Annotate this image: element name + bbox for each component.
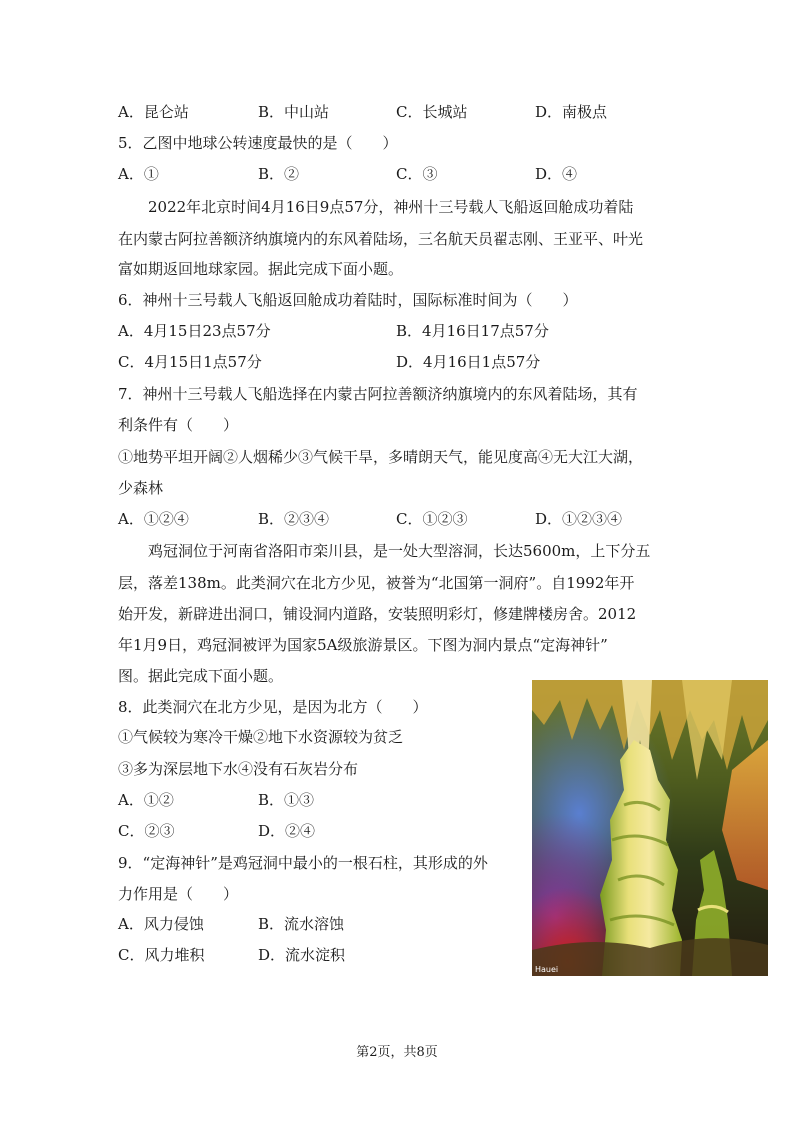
q6-stem: 6．神州十三号载人飞船返回舱成功着陆时，国际标准时间为（ ） (118, 291, 578, 309)
cave-stalagmite-photo (532, 680, 768, 976)
q8-option-d: D．②④ (258, 822, 316, 840)
passage2-line: 层，落差138m。此类洞穴在北方少见，被誉为“北国第一洞府”。自1992年开 (118, 574, 635, 592)
passage1-line: 2022年北京时间4月16日9点57分，神州十三号载人飞船返回舱成功着陆 (148, 198, 634, 216)
q4-option-a: A．昆仑站 (118, 103, 189, 121)
q5-option-d: D．④ (535, 165, 578, 183)
q7-option-d: D．①②③④ (535, 510, 623, 528)
cave-photo-illustration (532, 680, 768, 976)
q8-option-a: A．①② (118, 791, 174, 809)
passage1-line: 在内蒙古阿拉善额济纳旗境内的东风着陆场，三名航天员翟志刚、王亚平、叶光 (118, 230, 644, 248)
q6-option-c: C．4月15日1点57分 (118, 353, 262, 371)
q8-items: ①气候较为寒冷干燥②地下水资源较为贫乏 (118, 728, 404, 746)
passage1-line: 富如期返回地球家园。据此完成下面小题。 (118, 260, 404, 278)
q7-option-a: A．①②④ (118, 510, 189, 528)
q7-option-b: B．②③④ (258, 510, 330, 528)
q5-option-c: C．③ (396, 165, 438, 183)
q6-option-b: B．4月16日17点57分 (396, 322, 549, 340)
q9-option-a: A．风力侵蚀 (118, 915, 204, 933)
q6-option-a: A．4月15日23点57分 (118, 322, 271, 340)
q8-option-b: B．①③ (258, 791, 315, 809)
q7-stem-cont: 利条件有（ ） (118, 416, 239, 434)
q9-option-d: D．流水淀积 (258, 946, 346, 964)
page-number-footer: 第2页，共8页 (356, 1045, 438, 1060)
q6-option-d: D．4月16日1点57分 (396, 353, 541, 371)
q7-items: ①地势平坦开阔②人烟稀少③气候干旱，多晴朗天气，能见度高④无大江大湖， (118, 448, 644, 466)
q9-stem: 9．“定海神针”是鸡冠洞中最小的一根石柱，其形成的外 (118, 854, 488, 872)
q9-option-b: B．流水溶蚀 (258, 915, 345, 933)
q5-stem: 5．乙图中地球公转速度最快的是（ ） (118, 134, 398, 152)
q8-items-cont: ③多为深层地下水④没有石灰岩分布 (118, 760, 359, 778)
q5-option-b: B．② (258, 165, 300, 183)
q7-option-c: C．①②③ (396, 510, 468, 528)
passage2-line: 图。据此完成下面小题。 (118, 667, 284, 685)
q5-option-a: A．① (118, 165, 159, 183)
photo-watermark: Hauei (535, 965, 559, 974)
passage2-line: 年1月9日，鸡冠洞被评为国家5A级旅游景区。下图为洞内景点“定海神针” (118, 636, 608, 654)
passage2-line: 始开发，新辟进出洞口，铺设洞内道路，安装照明彩灯，修建牌楼房舍。2012 (118, 605, 637, 623)
q8-stem: 8．此类洞穴在北方少见，是因为北方（ ） (118, 698, 428, 716)
passage2-line: 鸡冠洞位于河南省洛阳市栾川县，是一处大型溶洞，长达5600m，上下分五 (148, 542, 651, 560)
q7-stem: 7．神州十三号载人飞船选择在内蒙古阿拉善额济纳旗境内的东风着陆场，其有 (118, 385, 638, 403)
q4-option-c: C．长城站 (396, 103, 468, 121)
q4-option-b: B．中山站 (258, 103, 330, 121)
q4-option-d: D．南极点 (535, 103, 608, 121)
q8-option-c: C．②③ (118, 822, 175, 840)
q7-items-cont: 少森林 (118, 479, 164, 497)
q9-option-c: C．风力堆积 (118, 946, 205, 964)
q9-stem-cont: 力作用是（ ） (118, 885, 239, 903)
